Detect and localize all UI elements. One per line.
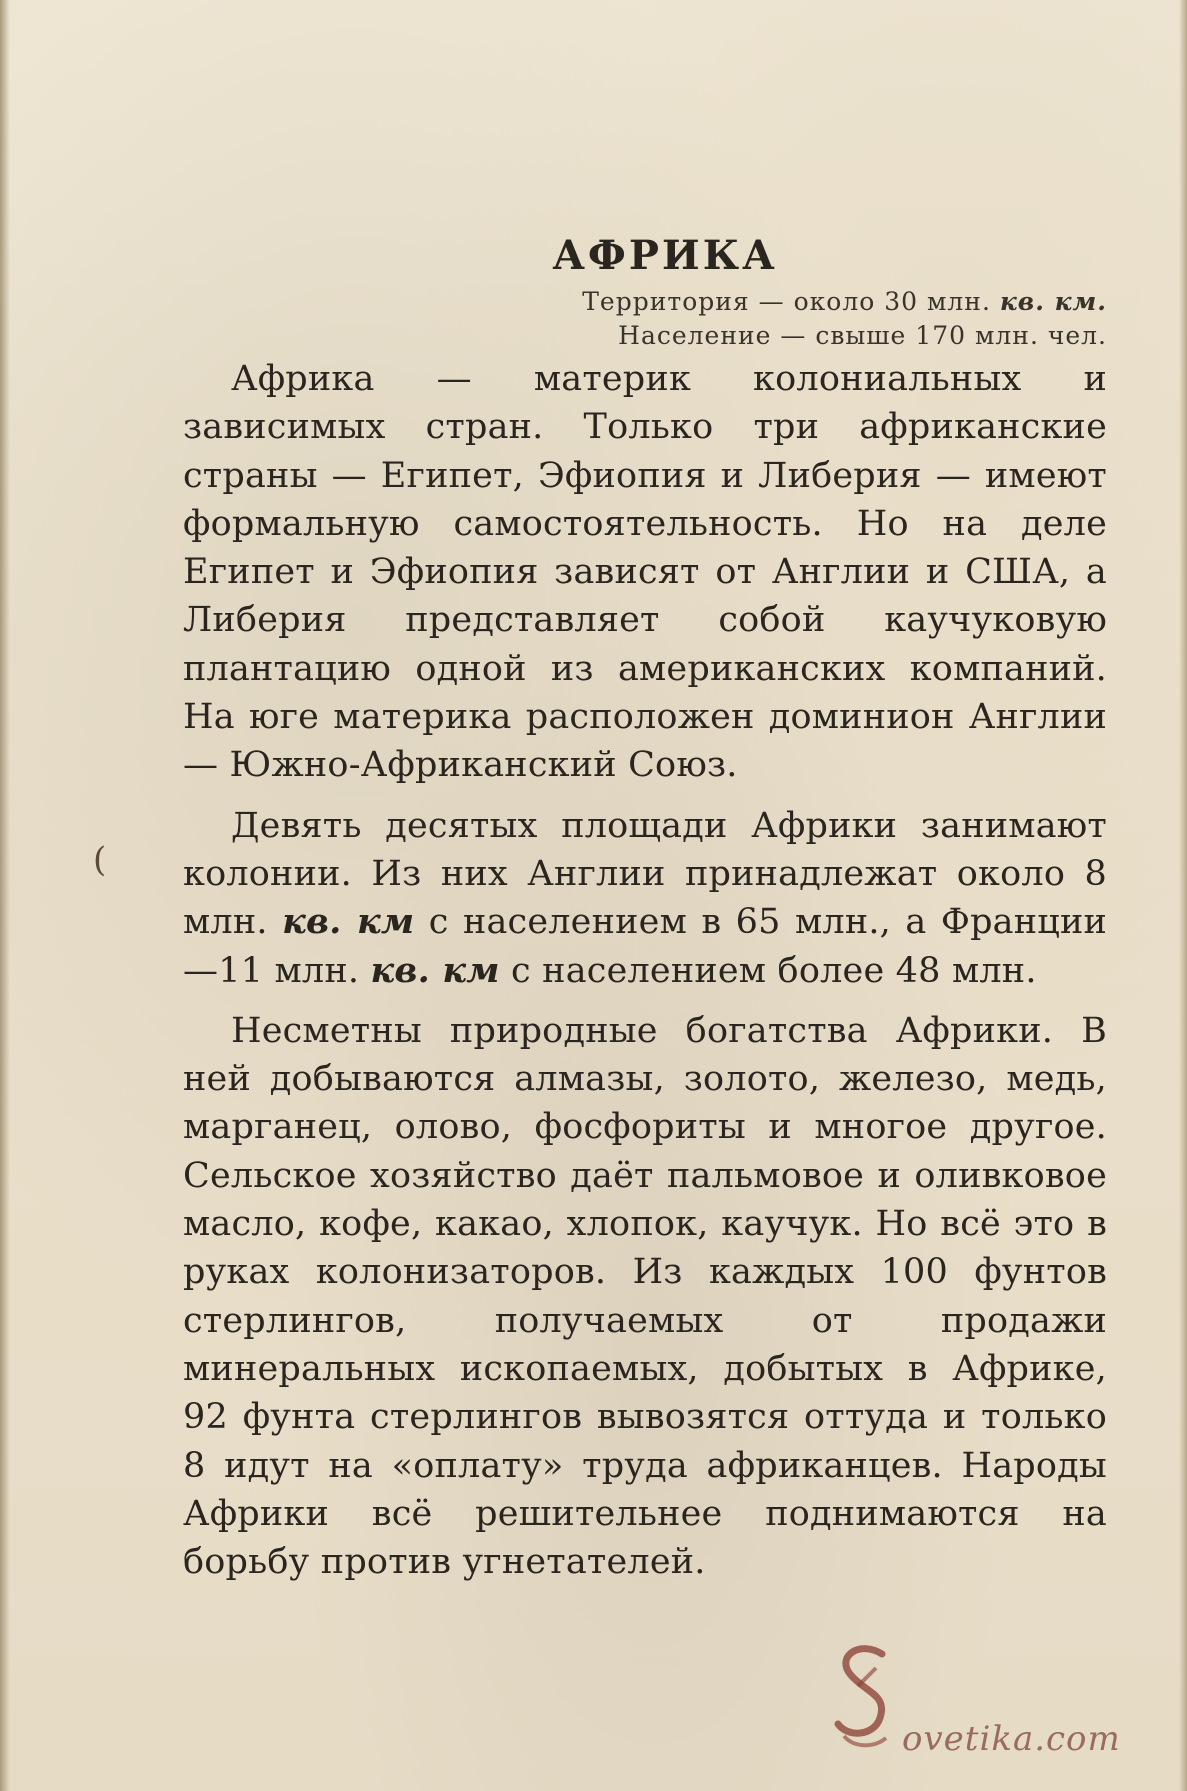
paragraph-3: Несметны природные богатства Африки. В ней добываются алмазы, золото, железо, медь, марганец, олово, фосфориты и многое другое. Сельское хозяйство даёт пальмовое и оливковое масло, кофе, какао, хлопок, каучук. Но всё это в руках колонизаторов. Из каждых 100 фунтов стерлингов, получаемых от продажи минеральных ископаемых, добытых в Африке, 92 фунта стерлингов вывозятся оттуда и только 8 идут на «оплату» труда африканцев. Народы Африки всё решительнее поднимаются на борьбу против угнетателей. [183, 1010, 1107, 1583]
article-body [183, 355, 1107, 1586]
paragraph-2-part-3: с населением более 48 млн. [511, 950, 1037, 991]
watermark-text: ovetika.com [902, 1719, 1121, 1759]
sovetika-logo-icon [830, 1640, 900, 1750]
paragraph-2 [183, 802, 1107, 995]
paragraph-2-unit-2: кв. км [370, 949, 500, 991]
population-line: Население — свыше 170 млн. чел. [618, 321, 1107, 350]
page-edge-right [1179, 0, 1187, 1791]
paragraph-2-part-1: Девять десятых площади Африки занимают колонии. Из них Англии принадлежат около 8 млн. [183, 805, 1107, 943]
paragraph-2-part-2: с населением в 65 млн., а Франции —11 млн. [183, 902, 1108, 991]
stats-block [183, 285, 1107, 353]
article-title: АФРИКА [552, 232, 778, 279]
page-edge-left [0, 0, 10, 1791]
territory-text: Территория — около 30 млн. [582, 287, 991, 316]
paragraph-1: Африка — материк колониальных и зависимых стран. Только три африканские страны — Египет, Эфиопия и Либерия — имеют формальную самостоятельность. Но на деле Египет и Эфиопия зависят от Англии и США, а Либерия представляет собой каучуковую плантацию одной из американских компаний. На юге материка расположен доминион Англии — Южно-Африканский Союз. [183, 359, 1107, 786]
territory-line [183, 285, 1107, 319]
paragraph-2-unit-1: кв. км [282, 901, 415, 943]
article [183, 232, 1107, 1598]
sovetika-watermark [830, 1640, 1121, 1759]
territory-unit: кв. км. [999, 287, 1107, 316]
margin-mark: ( [93, 840, 107, 880]
